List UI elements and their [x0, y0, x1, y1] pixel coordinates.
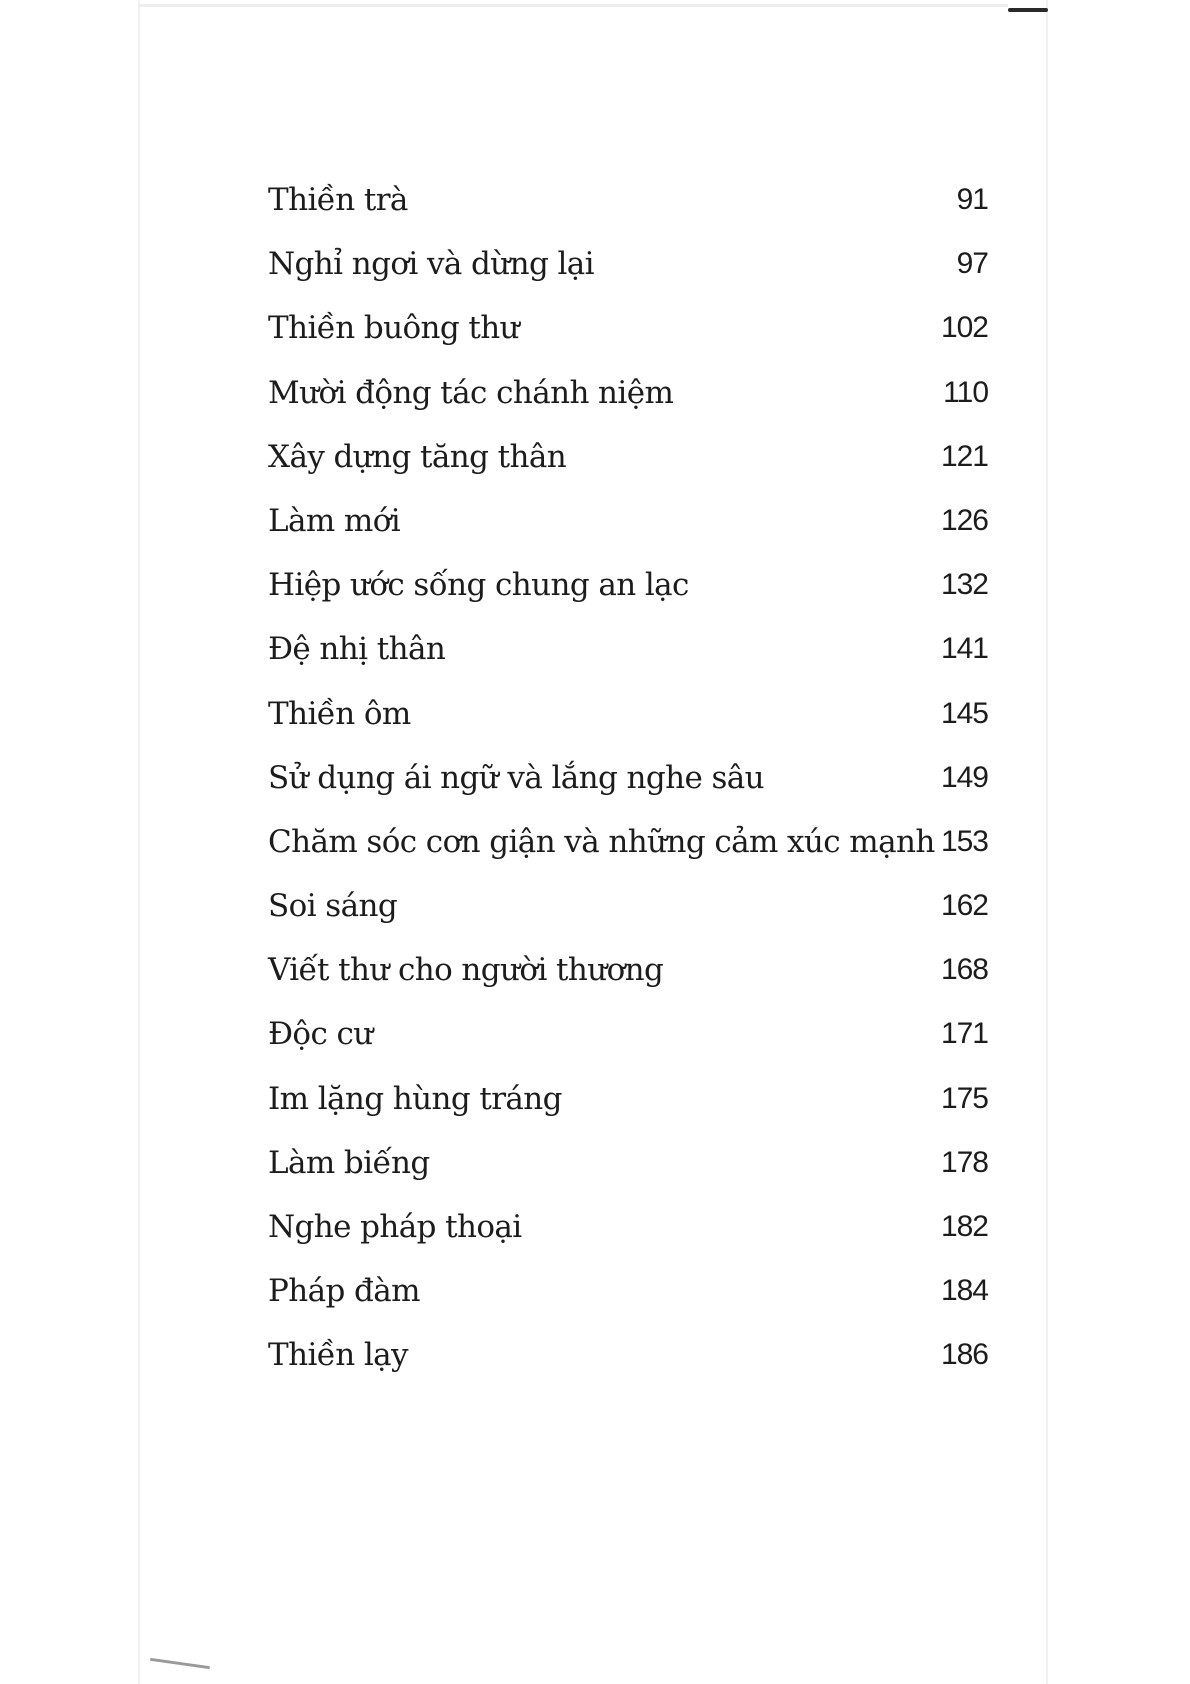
toc-entry-page: 97 — [956, 247, 988, 281]
toc-entry-title: Độc cư — [268, 1016, 373, 1053]
toc-entry-page: 171 — [940, 1017, 988, 1051]
toc-entry — [268, 756, 988, 820]
toc-entry-title: Đệ nhị thân — [268, 631, 446, 668]
toc-entry — [268, 1269, 988, 1333]
toc-entry — [268, 499, 988, 563]
toc-entry-title: Hiệp ước sống chung an lạc — [268, 567, 689, 604]
toc-entry — [268, 371, 988, 435]
toc-entry-page: 178 — [940, 1145, 988, 1179]
toc-entry-page: 126 — [940, 503, 988, 537]
toc-entry-page: 145 — [940, 696, 988, 730]
toc-entry — [268, 242, 988, 306]
toc-entry-page: 91 — [956, 183, 988, 216]
toc-entry-title: Thiền buông thư — [268, 310, 519, 347]
scan-corner-mark — [1008, 8, 1048, 12]
toc-entry-title: Làm biếng — [268, 1144, 430, 1181]
toc-entry — [268, 1141, 988, 1205]
toc-entry-title: Nghe pháp thoại — [268, 1209, 522, 1245]
toc-entry — [268, 1205, 988, 1269]
toc-entry-title: Làm mới — [268, 502, 401, 539]
toc-entry-title: Viết thư cho người thương — [268, 952, 664, 989]
toc-entry-page: 186 — [940, 1338, 988, 1372]
toc-entry-title: Thiền ôm — [268, 695, 411, 732]
toc-entry — [268, 948, 988, 1012]
toc-entry-page: 175 — [940, 1081, 988, 1115]
toc-entry — [268, 820, 988, 884]
table-of-contents — [268, 178, 988, 1398]
toc-entry-title: Thiền lạy — [268, 1337, 408, 1374]
toc-entry — [268, 435, 988, 499]
toc-entry — [268, 563, 988, 627]
toc-entry-title: Im lặng hùng tráng — [268, 1080, 562, 1117]
page-top-edge — [138, 4, 1008, 7]
toc-entry-title: Chăm sóc cơn giận và những cảm xúc mạnh — [268, 823, 935, 860]
toc-entry — [268, 692, 988, 756]
toc-entry-title: Sử dụng ái ngữ và lắng nghe sâu — [268, 759, 765, 796]
toc-entry — [268, 884, 988, 948]
toc-entry — [268, 1077, 988, 1141]
toc-entry-page: 162 — [940, 889, 988, 923]
toc-entry-page: 184 — [940, 1274, 988, 1308]
toc-entry-page: 102 — [940, 311, 988, 345]
toc-entry-page: 182 — [940, 1210, 988, 1243]
toc-entry — [268, 1012, 988, 1076]
toc-entry-title: Soi sáng — [268, 888, 398, 925]
toc-entry — [268, 178, 988, 242]
toc-entry — [268, 1333, 988, 1397]
toc-entry-title: Thiền trà — [268, 182, 408, 218]
toc-entry-title: Xây dựng tăng thân — [268, 438, 567, 475]
toc-entry-title: Pháp đàm — [268, 1273, 420, 1310]
toc-entry-page: 153 — [940, 824, 988, 858]
toc-entry-page: 168 — [940, 953, 988, 987]
toc-entry-page: 132 — [940, 568, 988, 602]
toc-entry-page: 121 — [940, 439, 988, 473]
toc-entry-page: 141 — [940, 632, 988, 666]
toc-entry-page: 149 — [940, 760, 988, 794]
toc-entry — [268, 306, 988, 370]
toc-entry-title: Nghỉ ngơi và dừng lại — [268, 246, 594, 283]
toc-entry-page: 110 — [943, 375, 988, 409]
toc-entry — [268, 627, 988, 691]
toc-entry-title: Mười động tác chánh niệm — [268, 374, 674, 411]
